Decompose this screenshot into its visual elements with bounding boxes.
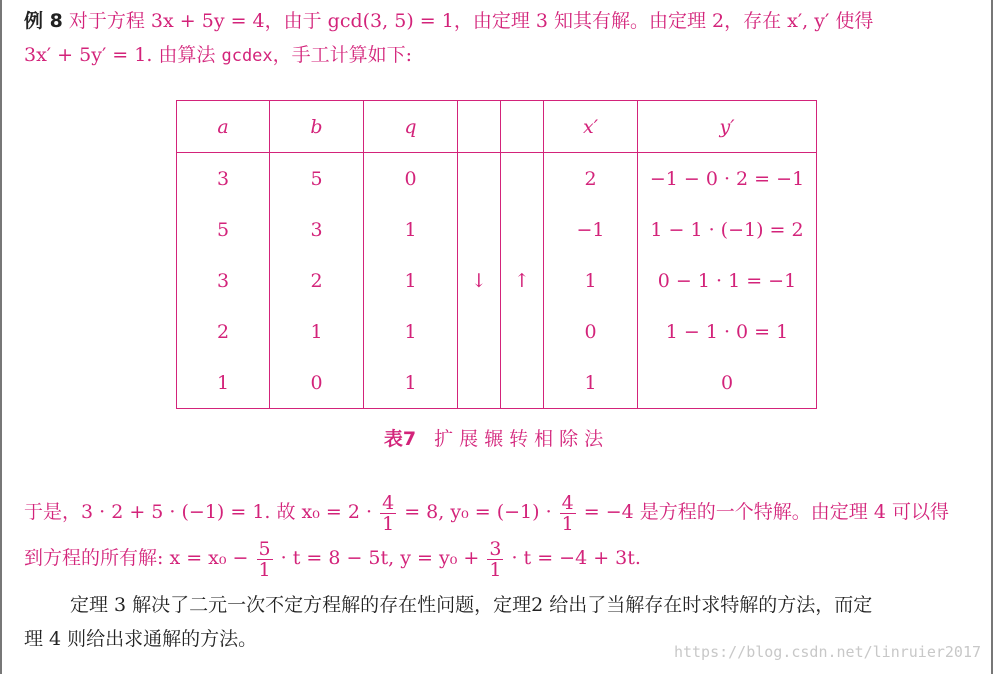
fraction-numerator: 5 [258, 537, 271, 560]
header-a: a [177, 101, 270, 153]
cell-a: 3 [177, 153, 270, 205]
table-row [177, 255, 817, 306]
cell-b: 1 [270, 306, 364, 357]
cell-q: 1 [364, 204, 458, 255]
cell-a: 1 [177, 357, 270, 409]
fraction [487, 539, 503, 580]
cell-up [501, 357, 544, 409]
header-q: q [364, 101, 458, 153]
cell-a: 3 [177, 255, 270, 306]
intro-line-1: 对于方程 3x + 5y = 4，由于 gcd(3, 5) = 1，由定理 3 知其有解。由定理 2，存在 x′, y′ 使得 [68, 10, 874, 32]
cell-y-prime: 0 − 1 · 1 = −1 [638, 255, 817, 306]
cell-up [501, 306, 544, 357]
cell-b: 3 [270, 204, 364, 255]
cell-x-prime: 1 [544, 357, 638, 409]
cell-down [458, 204, 501, 255]
cell-x-prime: −1 [544, 204, 638, 255]
cell-up [501, 153, 544, 205]
fraction-denominator: 1 [258, 558, 271, 581]
cell-y-prime: 1 − 1 · (−1) = 2 [638, 204, 817, 255]
conclusion-line-1c: = −4 是方程的一个特解。由定理 4 可以得 [577, 501, 949, 523]
example-intro [24, 4, 969, 73]
table-row [177, 306, 817, 357]
cell-y-prime: 0 [638, 357, 817, 409]
fraction-denominator: 1 [382, 512, 395, 535]
cell-b: 2 [270, 255, 364, 306]
cell-b: 0 [270, 357, 364, 409]
conclusion-line-2b: · t = 8 − 5t, y = y₀ + [274, 547, 486, 569]
fraction [560, 493, 576, 534]
cell-x-prime: 0 [544, 306, 638, 357]
header-y-prime: y′ [638, 101, 817, 153]
conclusion-line-1b: = 8, y₀ = (−1) · [398, 501, 558, 523]
cell-q: 1 [364, 357, 458, 409]
intro-line-2-math: 3x′ + 5y′ = 1. 由算法 [24, 44, 222, 66]
fraction-denominator: 1 [561, 512, 574, 535]
table-caption [0, 424, 993, 451]
fraction [257, 539, 273, 580]
header-b: b [270, 101, 364, 153]
conclusion-line-1a: 于是，3 · 2 + 5 · (−1) = 1. 故 x₀ = 2 · [24, 501, 379, 523]
cell-down [458, 357, 501, 409]
table-row [177, 357, 817, 409]
conclusion-paragraph [24, 489, 969, 581]
extended-gcd-table [176, 100, 817, 409]
cell-y-prime: −1 − 0 · 2 = −1 [638, 153, 817, 205]
summary-line-1: 定理 3 解决了二元一次不定方程解的存在性问题，定理2 给出了当解存在时求特解的方法，而定 [70, 594, 873, 616]
cell-x-prime: 2 [544, 153, 638, 205]
fraction [380, 493, 396, 534]
cell-b: 5 [270, 153, 364, 205]
fraction-numerator: 3 [489, 537, 502, 560]
caption-text: 扩展辗转相除法 [434, 428, 610, 450]
header-up [501, 101, 544, 153]
cell-x-prime: 1 [544, 255, 638, 306]
algorithm-name: gcdex [221, 46, 273, 66]
cell-y-prime: 1 − 1 · 0 = 1 [638, 306, 817, 357]
down-arrow-icon: ↓ [458, 255, 501, 306]
fraction-numerator: 4 [561, 491, 574, 514]
watermark: https://blog.csdn.net/linruier2017 [673, 643, 981, 661]
up-arrow-icon: ↑ [501, 255, 544, 306]
caption-number: 表7 [383, 428, 417, 450]
cell-a: 5 [177, 204, 270, 255]
conclusion-line-2c: · t = −4 + 3t. [505, 547, 641, 569]
cell-down [458, 153, 501, 205]
cell-q: 0 [364, 153, 458, 205]
table-header-row [177, 101, 817, 153]
fraction-numerator: 4 [382, 491, 395, 514]
header-x-prime: x′ [544, 101, 638, 153]
cell-up [501, 204, 544, 255]
conclusion-line-2a: 到方程的所有解: x = x₀ − [24, 547, 255, 569]
header-down [458, 101, 501, 153]
cell-down [458, 306, 501, 357]
page-left-border [0, 0, 2, 674]
table-row [177, 153, 817, 205]
table-row [177, 204, 817, 255]
fraction-denominator: 1 [489, 558, 502, 581]
cell-a: 2 [177, 306, 270, 357]
cell-q: 1 [364, 255, 458, 306]
cell-q: 1 [364, 306, 458, 357]
intro-line-2-tail: ，手工计算如下: [272, 44, 413, 66]
summary-line-2: 理 4 则给出求通解的方法。 [24, 628, 258, 650]
example-label: 例 8 [24, 10, 63, 32]
